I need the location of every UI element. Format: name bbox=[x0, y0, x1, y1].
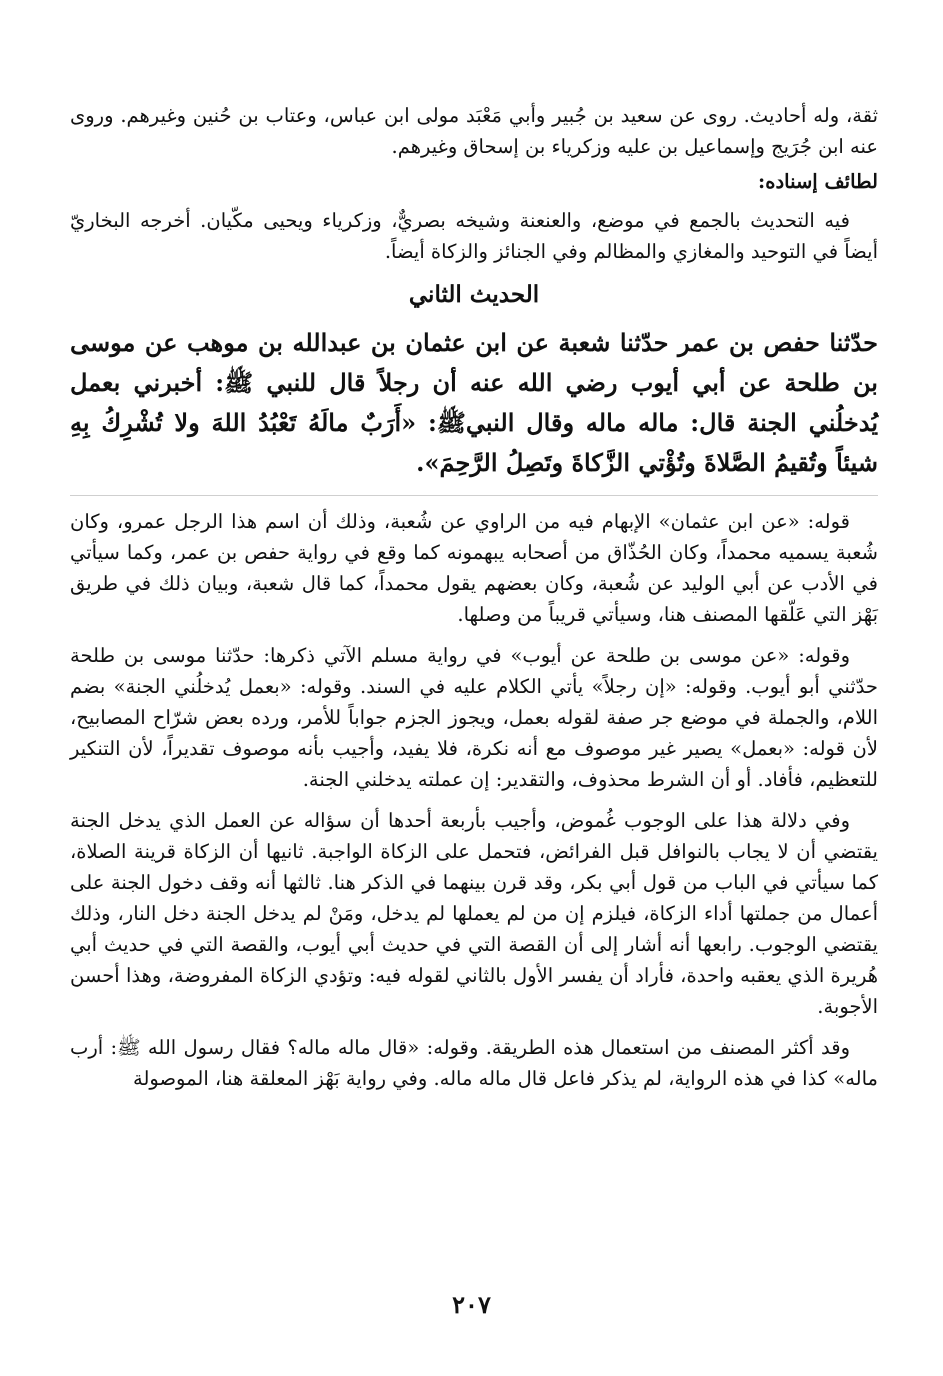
divider bbox=[70, 495, 878, 496]
commentary-paragraph-4: وقد أكثر المصنف من استعمال هذه الطريقة. وقوله: «قال ماله ماله؟ فقال رسول الله ﷺ: أرب ماله» كذا في هذه الرواية، لم يذكر فاعل قال ماله ماله. وفي رواية بَهْز المعلقة هنا، الموصولة bbox=[70, 1036, 878, 1090]
lataif-paragraph: فيه التحديث بالجمع في موضع، والعنعنة وشيخه بصريٌّ، وزكرياء ويحيى مكّيان. أخرجه البخاريّ أيضاً في التوحيد والمغازي والمظالم وفي الجنائز والزكاة أيضاً. bbox=[70, 209, 878, 263]
lataif-heading: لطائف إسناده: bbox=[758, 170, 878, 193]
commentary-paragraph-3: وفي دلالة هذا على الوجوب غُموض، وأجيب بأربعة أحدها أن سؤاله عن العمل الذي يدخل الجنة يقتضي أن لا يجاب بالنوافل قبل الفرائض، فتحمل على الزكاة الواجبة. ثانيها أن الزكاة قرينة الصلاة، كما سيأتي في الباب من قول أبي بكر، وقد قرن بينهما في الذكر هنا. ثالثها أنه وقف دخول الجنة على أعمال من جملتها أداء الزكاة، فيلزم إن من لم يعملها لم يدخل، ومَنْ لم يدخل الجنة دخل النار، وذلك يقتضي الوجوب. رابعها أنه أشار إلى أن القصة التي في حديث أبي أيوب، والقصة التي في حديث أبي هُريرة الذي يعقبه واحدة، فأراد أن يفسر الأول بالثاني لقوله فيه: وتؤدي الزكاة المفروضة، وهذا أحسن الأجوبة. bbox=[70, 809, 878, 1018]
page-number: ٢٠٧ bbox=[452, 1290, 491, 1319]
narrators-paragraph: ثقة، وله أحاديث. روى عن سعيد بن جُبير وأبي مَعْبَد مولى ابن عباس، وعتاب بن حُنين وغيرهم. وروى عنه ابن جُرَيج وإسماعيل بن عليه وزكرياء بن إسحاق وغيرهم. bbox=[70, 104, 878, 158]
commentary-paragraph-2: وقوله: «عن موسى بن طلحة عن أيوب» في رواية مسلم الآتي ذكرها: حدّثنا موسى بن طلحة حدّثني أبو أيوب. وقوله: «إن رجلاً» يأتي الكلام عليه في السند. وقوله: «بعمل يُدخلُني الجنة» بضم اللام، والجملة في موضع جر صفة لقوله بعمل، ويجوز الجزم جواباً للأمر، ورده بعض شرّاح المصابيح، لأن قوله: «بعمل» يصير غير موصوف مع أنه نكرة، فلا يفيد، وأجيب بأنه موصوف تقديراً، لأن التنكير للتعظيم، فأفاد. أو أن الشرط محذوف، والتقدير: إن عملته يدخلني الجنة. bbox=[70, 644, 878, 791]
commentary-paragraph-1: قوله: «عن ابن عثمان» الإبهام فيه من الراوي عن شُعبة، وذلك أن اسم هذا الرجل عمرو، وكان شُعبة يسميه محمداً، وكان الحُذّاق من أصحابه يبهمونه كما وقع في رواية حفص بن عمر، وكما سيأتي في الأدب عن أبي الوليد عن شُعبة، وكان بعضهم يقول محمداً، كما قال شعبة، وبيان ذلك في طريق بَهْز التي عَلّقها المصنف هنا، وسيأتي قريباً من وصلها. bbox=[70, 510, 878, 626]
hadith-text: حدّثنا حفص بن عمر حدّثنا شعبة عن ابن عثمان بن عبدالله بن موهب عن موسى بن طلحة عن أبي أيوب رضي الله عنه أن رجلاً قال للنبي ﷺ: أخبرني بعمل يُدخلُني الجنة قال: ماله ماله وقال النبيﷺ: «أَرَبٌ مالَهُ تَعْبُدُ اللهَ ولا تُشْرِكُ بِهِ شيئاً وتُقيمُ الصَّلاةَ وتُؤْتي الزَّكاةَ وتَصِلُ الرَّحِمَ». bbox=[70, 328, 878, 477]
section-title: الحديث الثاني bbox=[408, 281, 540, 308]
page-body bbox=[70, 100, 878, 1094]
